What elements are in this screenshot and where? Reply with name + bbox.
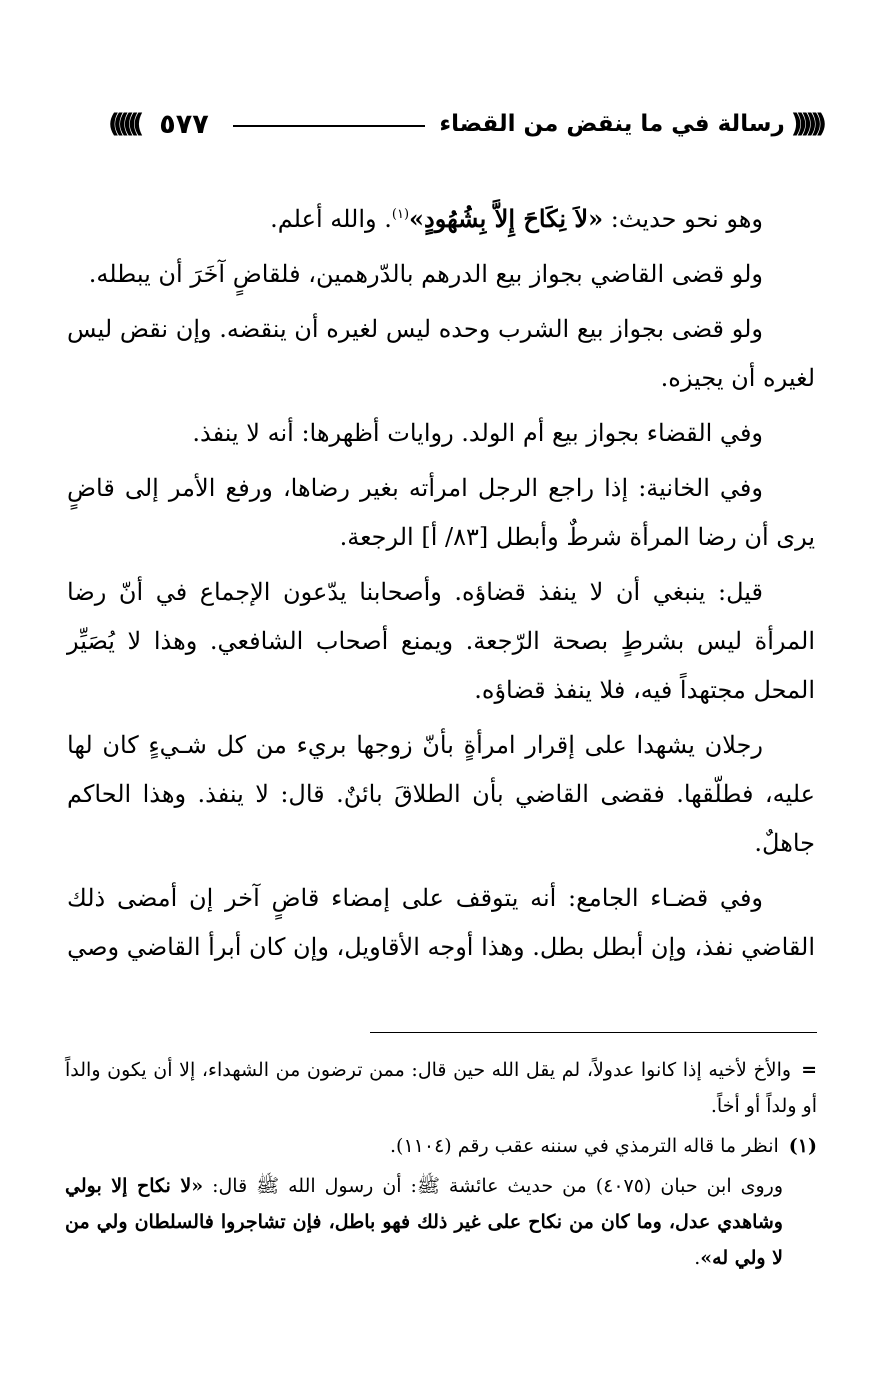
paragraph-7: رجلان يشهدا على إقرار امرأةٍ بأنّ زوجها بريء من كل شـيءٍ كان لها عليه، فطلّقها. فقضى القاضي بأن الطلاقَ بائنٌ. قال: لا ينفذ. وهذا الحاكم جاهلٌ. xyxy=(67,731,816,857)
p1-intro: وهو نحو حديث: xyxy=(603,205,763,233)
running-title: رسالة في ما ينقض من القضاء xyxy=(439,111,785,137)
footnote-1-mark: (١) xyxy=(788,1135,817,1157)
footnote-1-source: وروى ابن حبان (٤٠٧٥) من حديث عائشة ﷺ: أن رسول الله ﷺ قال: xyxy=(203,1175,783,1197)
footnote-separator xyxy=(370,1032,817,1033)
paragraph-4: وفي القضاء بجواز بيع أم الولد. روايات أظهرها: أنه لا ينفذ. xyxy=(192,419,763,447)
continuation-text: والأخ لأخيه إذا كانوا عدولاً، لم يقل الله حين قال: ممن ترضون من الشهداء، إلا أن يكون والداً أو ولداً أو أخاً. xyxy=(65,1059,817,1117)
main-text xyxy=(67,190,815,978)
continuation-mark: = xyxy=(801,1059,817,1081)
paragraph-1 xyxy=(67,190,815,244)
footnote-1 xyxy=(65,1128,817,1164)
footnote-continuation xyxy=(65,1052,817,1124)
paragraph-2: ولو قضى القاضي بجواز بيع الدرهم بالدّرهمين، فلقاضٍ آخَرَ أن يبطله. xyxy=(88,260,763,288)
paragraph-3: ولو قضى بجواز بيع الشرب وحده ليس لغيره أن ينقضه. وإن نقض ليس لغيره أن يجيزه. xyxy=(67,315,815,392)
header-rule xyxy=(233,125,426,127)
page-number: ٥٧٧ xyxy=(159,108,209,140)
p1-end: . والله أعلم. xyxy=(270,205,392,233)
footnotes xyxy=(65,1052,817,1280)
footnote-1-hadith: «لا نكاح إلا بولي وشاهدي عدل، وما كان من نكاح على غير ذلك فهو باطل، فإن تشاجروا فالسلطان ولي من لا ولي له» xyxy=(65,1175,783,1269)
header-ornament-left: (((((( xyxy=(108,109,138,139)
footnote-ref-1[interactable]: (١) xyxy=(391,207,410,222)
header-ornament-right: )))))) xyxy=(790,109,820,139)
paragraph-5: وفي الخانية: إذا راجع الرجل امرأته بغير رضاها، ورفع الأمر إلى قاضٍ يرى أن رضا المرأة شرطٌ وأبطل [٨٣/ أ] الرجعة. xyxy=(67,474,815,551)
hadith-quote: «لاَ نِكَاحَ إِلاَّ بِشُهُودٍ» xyxy=(409,204,604,233)
footnote-1-text: انظر ما قاله الترمذي في سننه عقب رقم (١١٠٤). xyxy=(390,1135,779,1157)
paragraph-8: وفي قضـاء الجامع: أنه يتوقف على إمضاء قاضٍ آخر إن أمضى ذلك القاضي نفذ، وإن أبطل بطل. وهذا أوجه الأقاويل، وإن كان أبرأ القاضي وصي xyxy=(67,884,815,961)
footnote-1-continued xyxy=(65,1168,817,1276)
paragraph-6: قيل: ينبغي أن لا ينفذ قضاؤه. وأصحابنا يدّعون الإجماع في أنّ رضا المرأة ليس بشرطٍ بصحة الرّجعة. ويمنع أصحاب الشافعي. وهذا لا يُصَيِّر المحل مجتهداً فيه، فلا ينفذ قضاؤه. xyxy=(67,578,815,704)
running-header xyxy=(108,104,820,144)
footnote-1-end: . xyxy=(694,1247,701,1269)
